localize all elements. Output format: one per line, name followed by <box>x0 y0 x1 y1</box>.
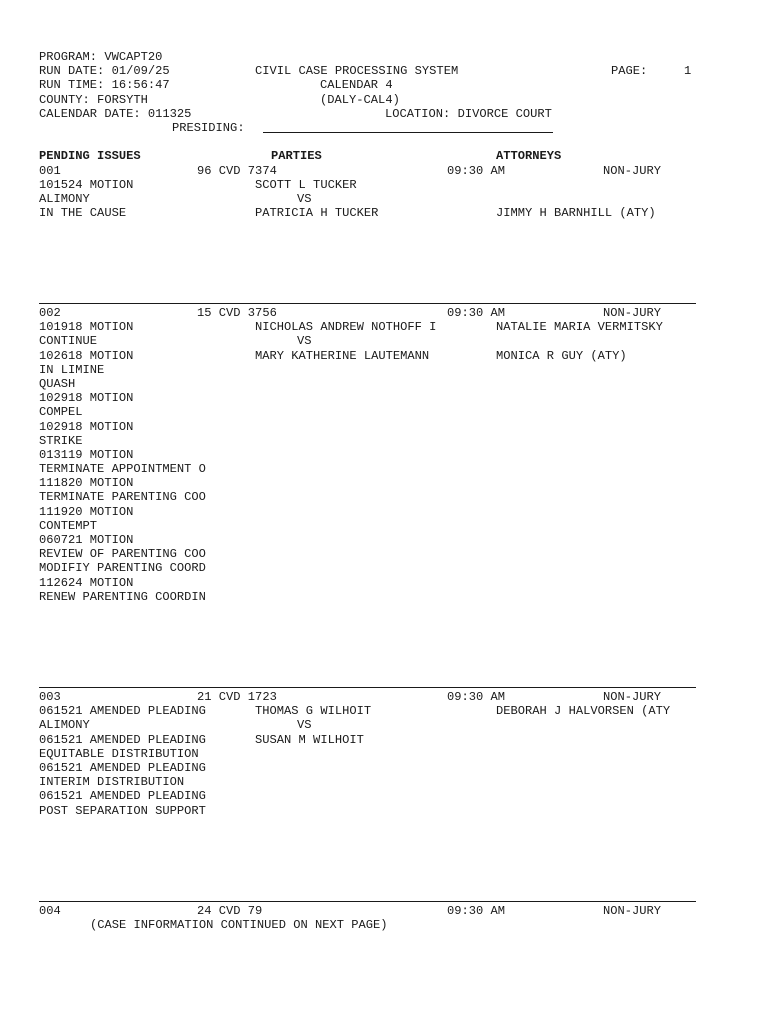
defendant-name: SUSAN M WILHOIT <box>255 732 364 747</box>
issue-line: 111820 MOTION <box>39 476 134 491</box>
col-header-pending-issues: PENDING ISSUES <box>39 149 141 164</box>
case-separator <box>39 687 696 688</box>
issue-line: RENEW PARENTING COORDIN <box>39 589 206 604</box>
issue-line: COMPEL <box>39 405 83 420</box>
issue-line: POST SEPARATION SUPPORT <box>39 803 206 818</box>
col-header-parties: PARTIES <box>271 149 322 164</box>
issue-line: 101918 MOTION <box>39 320 134 335</box>
jury-type: NON-JURY <box>603 690 662 704</box>
issue-line: IN THE CAUSE <box>39 206 127 221</box>
issue-line: 101524 MOTION <box>39 177 134 192</box>
case-docket-number: 24 CVD 79 <box>197 904 263 918</box>
case-docket-number: 21 CVD 1723 <box>197 690 277 704</box>
case-number-seq: 003 <box>39 690 61 704</box>
run-date: RUN DATE: 01/09/25 <box>39 64 170 79</box>
case-time: 09:30 AM <box>447 163 506 178</box>
court-location: LOCATION: DIVORCE COURT <box>385 106 552 121</box>
case-docket-number: 96 CVD 7374 <box>197 163 277 178</box>
program-name: PROGRAM: VWCAPT20 <box>39 50 163 64</box>
issue-line: ALIMONY <box>39 191 90 206</box>
case-entry <box>39 164 699 221</box>
case-number-seq: 004 <box>39 904 61 918</box>
case-separator <box>39 303 696 304</box>
jury-type: NON-JURY <box>603 904 662 918</box>
case-separator <box>39 901 696 902</box>
issue-line: MODIFIY PARENTING COORD <box>39 561 206 576</box>
calendar-number: CALENDAR 4 <box>320 78 393 93</box>
issue-line: 111920 MOTION <box>39 504 134 519</box>
versus-label: VS <box>297 191 312 206</box>
plaintiff-name: THOMAS G WILHOIT <box>255 704 372 719</box>
calendar-report-page <box>39 50 699 933</box>
issue-line: 112624 MOTION <box>39 575 134 590</box>
system-title: CIVIL CASE PROCESSING SYSTEM <box>255 64 459 79</box>
versus-label: VS <box>297 718 312 733</box>
issue-line: INTERIM DISTRIBUTION <box>39 775 185 790</box>
issue-line: REVIEW OF PARENTING COO <box>39 547 206 562</box>
case-entry <box>39 306 699 604</box>
issue-line: 061521 AMENDED PLEADING <box>39 760 206 775</box>
issue-line: 102618 MOTION <box>39 348 134 363</box>
issue-line: TERMINATE APPOINTMENT O <box>39 462 206 477</box>
case-number-seq: 002 <box>39 306 61 320</box>
issue-line: 102918 MOTION <box>39 391 134 406</box>
calendar-code: (DALY-CAL4) <box>320 92 400 107</box>
issue-line: CONTINUE <box>39 334 98 349</box>
case-entry <box>39 904 699 932</box>
plaintiff-attorney: NATALIE MARIA VERMITSKY <box>496 320 663 335</box>
plaintiff-attorney: DEBORAH J HALVORSEN (ATY <box>496 704 671 719</box>
continued-notice: (CASE INFORMATION CONTINUED ON NEXT PAGE) <box>90 918 388 933</box>
case-entry <box>39 690 699 818</box>
issue-line: 061521 AMENDED PLEADING <box>39 789 206 804</box>
issue-line: 013119 MOTION <box>39 447 134 462</box>
issue-line: 060721 MOTION <box>39 533 134 547</box>
issue-line: QUASH <box>39 376 76 391</box>
case-time: 09:30 AM <box>447 904 506 918</box>
jury-type: NON-JURY <box>603 306 662 320</box>
jury-type: NON-JURY <box>603 163 662 178</box>
plaintiff-name: NICHOLAS ANDREW NOTHOFF I <box>255 320 437 335</box>
case-time: 09:30 AM <box>447 306 506 320</box>
defendant-attorney: JIMMY H BARNHILL (ATY) <box>496 206 656 221</box>
case-number-seq: 001 <box>39 163 61 178</box>
issue-line: TERMINATE PARENTING COO <box>39 490 206 505</box>
case-time: 09:30 AM <box>447 690 506 704</box>
report-header <box>39 50 699 135</box>
col-header-attorneys: ATTORNEYS <box>496 149 562 164</box>
issue-line: 061521 AMENDED PLEADING <box>39 732 206 747</box>
page-number: 1 <box>684 64 692 79</box>
issue-line: 102918 MOTION <box>39 419 134 434</box>
column-headers <box>39 149 699 163</box>
presiding-signature-line <box>263 132 553 133</box>
defendant-name: PATRICIA H TUCKER <box>255 206 379 221</box>
issue-line: EQUITABLE DISTRIBUTION <box>39 746 199 761</box>
calendar-date: CALENDAR DATE: 011325 <box>39 106 192 121</box>
issue-line: STRIKE <box>39 433 83 448</box>
issue-line: 061521 AMENDED PLEADING <box>39 704 206 719</box>
case-docket-number: 15 CVD 3756 <box>197 306 277 320</box>
defendant-attorney: MONICA R GUY (ATY) <box>496 348 627 363</box>
versus-label: VS <box>297 334 312 349</box>
issue-line: IN LIMINE <box>39 362 105 377</box>
page-label: PAGE: <box>611 64 648 79</box>
defendant-name: MARY KATHERINE LAUTEMANN <box>255 348 430 363</box>
county: COUNTY: FORSYTH <box>39 92 148 107</box>
issue-line: ALIMONY <box>39 718 90 733</box>
issue-line: CONTEMPT <box>39 518 98 533</box>
presiding-label: PRESIDING: <box>172 120 245 135</box>
run-time: RUN TIME: 16:56:47 <box>39 78 170 93</box>
plaintiff-name: SCOTT L TUCKER <box>255 177 357 192</box>
